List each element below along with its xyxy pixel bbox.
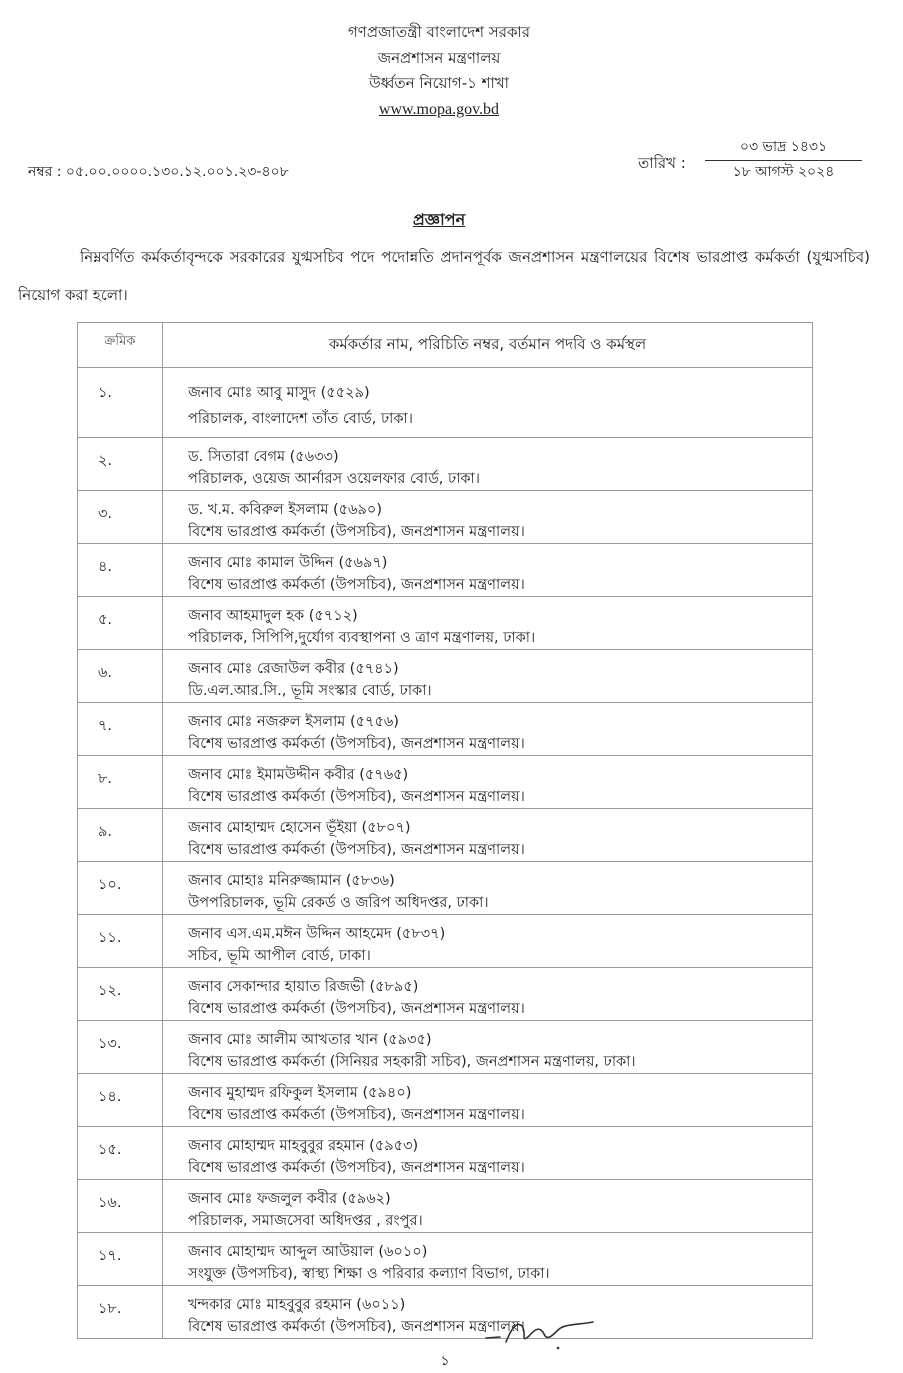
table-header-row bbox=[78, 323, 813, 368]
details-cell bbox=[163, 915, 813, 968]
officer-name: ড. সিতারা বেগম (৫৬৩৩) bbox=[188, 449, 339, 465]
details-cell bbox=[163, 438, 813, 491]
officer-name: জনাব সেকান্দার হায়াত রিজভী (৫৮৯৫) bbox=[188, 979, 419, 995]
officer-name: জনাব মোহাঃ মনিরুজ্জামান (৫৮৩৬) bbox=[188, 873, 395, 889]
serial-cell: ১৩. bbox=[78, 1021, 163, 1074]
serial-cell: ১৫. bbox=[78, 1127, 163, 1180]
officer-name: জনাব মোঃ আবু মাসুদ (৫৫২৯) bbox=[188, 385, 370, 401]
officer-designation: সচিব, ভূমি আপীল বোর্ড, ঢাকা। bbox=[188, 948, 371, 964]
table-row bbox=[78, 1127, 813, 1180]
details-cell bbox=[163, 650, 813, 703]
page-number: ১ bbox=[440, 1353, 450, 1369]
officer-name: জনাব মোঃ কামাল উদ্দিন (৫৬৯৭) bbox=[188, 555, 388, 571]
officer-designation: পরিচালক, ওয়েজ আর্নারস ওয়েলফার বোর্ড, ঢাকা। bbox=[188, 471, 480, 487]
details-cell bbox=[163, 1180, 813, 1233]
ministry-name: জনপ্রশাসন মন্ত্রণালয় bbox=[377, 48, 501, 67]
officer-designation: পরিচালক, বাংলাদেশ তাঁত বোর্ড, ঢাকা। bbox=[188, 411, 413, 427]
serial-cell: ১৬. bbox=[78, 1180, 163, 1233]
table-row bbox=[78, 968, 813, 1021]
details-cell bbox=[163, 809, 813, 862]
table-row bbox=[78, 597, 813, 650]
serial-cell: ১. bbox=[78, 368, 163, 438]
officer-designation: বিশেষ ভারপ্রাপ্ত কর্মকর্তা (সিনিয়র সহকারী সচিব), জনপ্রশাসন মন্ত্রণালয়, ঢাকা। bbox=[188, 1054, 636, 1070]
details-column-header: কর্মকর্তার নাম, পরিচিতি নম্বর, বর্তমান পদবি ও কর্মস্থল bbox=[163, 323, 813, 368]
officer-designation: পরিচালক, সমাজসেবা অধিদপ্তর , রংপুর। bbox=[188, 1213, 423, 1229]
table-row bbox=[78, 1180, 813, 1233]
officer-name: ড. খ.ম. কবিরুল ইসলাম (৫৬৯০) bbox=[188, 502, 382, 518]
details-cell bbox=[163, 703, 813, 756]
table-row bbox=[78, 650, 813, 703]
table-row bbox=[78, 368, 813, 438]
memo-number: নম্বর : ০৫.০০.০০০০.১৩০.১২.০০১.২৩-৪০৮ bbox=[28, 164, 289, 180]
signature bbox=[480, 1310, 600, 1352]
details-cell bbox=[163, 756, 813, 809]
serial-cell: ১২. bbox=[78, 968, 163, 1021]
table-row bbox=[78, 756, 813, 809]
officer-designation: বিশেষ ভারপ্রাপ্ত কর্মকর্তা (উপসচিব), জনপ্রশাসন মন্ত্রণালয়। bbox=[188, 842, 525, 858]
officer-name: জনাব মোঃ রেজাউল কবীর (৫৭৪১) bbox=[188, 661, 399, 677]
officer-designation: পরিচালক, সিপিপি,দুর্যোগ ব্যবস্থাপনা ও ত্রাণ মন্ত্রণালয়, ঢাকা। bbox=[188, 630, 536, 646]
officer-designation: উপপরিচালক, ভূমি রেকর্ড ও জরিপ অধিদপ্তর, ঢাকা। bbox=[188, 895, 489, 911]
details-cell bbox=[163, 862, 813, 915]
table-row bbox=[78, 915, 813, 968]
details-cell bbox=[163, 1021, 813, 1074]
date-gregorian: ১৮ আগস্ট ২০২৪ bbox=[732, 164, 835, 180]
officer-table bbox=[77, 322, 813, 1339]
date-bangla: ০৩ ভাদ্র ১৪৩১ bbox=[739, 139, 828, 155]
serial-cell: ৯. bbox=[78, 809, 163, 862]
details-cell bbox=[163, 544, 813, 597]
details-cell bbox=[163, 1074, 813, 1127]
officer-designation: সংযুক্ত (উপসচিব), স্বাস্থ্য শিক্ষা ও পরিবার কল্যাণ বিভাগ, ঢাকা। bbox=[188, 1266, 550, 1282]
officer-name: জনাব মোঃ আলীম আখতার খান (৫৯৩৫) bbox=[188, 1032, 432, 1048]
officer-designation: ডি.এল.আর.সি., ভূমি সংস্কার বোর্ড, ঢাকা। bbox=[188, 683, 432, 699]
table-row bbox=[78, 809, 813, 862]
table-row bbox=[78, 862, 813, 915]
officer-name: খন্দকার মোঃ মাহবুবুর রহমান (৬০১১) bbox=[188, 1297, 406, 1313]
details-cell bbox=[163, 1233, 813, 1286]
section-name: উর্ধ্বতন নিয়োগ-১ শাখা bbox=[368, 74, 510, 92]
table-row bbox=[78, 703, 813, 756]
notice-body: নিম্নবর্ণিত কর্মকর্তাবৃন্দকে সরকারের যুগ্মসচিব পদে পদোন্নতি প্রদানপূর্বক জনপ্রশাসন মন্ত্রণালয়ের বিশেষ ভারপ্রাপ্ত কর্মকর্তা (যুগ্মসচিব) নিয়োগ করা হলো। bbox=[18, 248, 870, 304]
officer-name: জনাব মোহাম্মদ আব্দুল আউয়াল (৬০১০) bbox=[188, 1244, 428, 1260]
letterhead bbox=[0, 20, 878, 122]
officer-name: জনাব মোহাম্মদ মাহবুবুর রহমান (৫৯৫৩) bbox=[188, 1138, 419, 1154]
date-label: তারিখ : bbox=[638, 154, 686, 172]
officer-name: জনাব মোহাম্মদ হোসেন ভূঁইয়া (৫৮০৭) bbox=[188, 820, 411, 836]
serial-cell: ৬. bbox=[78, 650, 163, 703]
officer-name: জনাব এস.এম.মঈন উদ্দিন আহমেদ (৫৮৩৭) bbox=[188, 926, 446, 942]
serial-cell: ১৭. bbox=[78, 1233, 163, 1286]
table-row bbox=[78, 1286, 813, 1339]
officer-name: জনাব মুহাম্মদ রফিকুল ইসলাম (৫৯৪০) bbox=[188, 1085, 412, 1101]
serial-cell: ৭. bbox=[78, 703, 163, 756]
serial-cell: ৪. bbox=[78, 544, 163, 597]
table-row bbox=[78, 438, 813, 491]
officer-name: জনাব মোঃ নজরুল ইসলাম (৫৭৫৬) bbox=[188, 714, 399, 730]
table-body bbox=[78, 368, 813, 1339]
officer-designation: বিশেষ ভারপ্রাপ্ত কর্মকর্তা (উপসচিব), জনপ্রশাসন মন্ত্রণালয়। bbox=[188, 524, 525, 540]
details-cell bbox=[163, 1127, 813, 1180]
serial-cell: ১০. bbox=[78, 862, 163, 915]
website-link[interactable]: www.mopa.gov.bd bbox=[378, 100, 500, 118]
serial-cell: ১৮. bbox=[78, 1286, 163, 1339]
details-cell bbox=[163, 491, 813, 544]
government-name: গণপ্রজাতন্ত্রী বাংলাদেশ সরকার bbox=[347, 23, 531, 41]
table-row bbox=[78, 1233, 813, 1286]
notice-title: প্রজ্ঞাপন bbox=[412, 210, 466, 229]
officer-designation: বিশেষ ভারপ্রাপ্ত কর্মকর্তা (উপসচিব), জনপ্রশাসন মন্ত্রণালয়। bbox=[188, 789, 525, 805]
serial-column-header: ক্রমিক bbox=[78, 323, 163, 368]
date-divider bbox=[705, 160, 862, 161]
officer-name: জনাব মোঃ ইমামউদ্দীন কবীর (৫৭৬৫) bbox=[188, 767, 409, 783]
serial-cell: ২. bbox=[78, 438, 163, 491]
officer-designation: বিশেষ ভারপ্রাপ্ত কর্মকর্তা (উপসচিব), জনপ্রশাসন মন্ত্রণালয়। bbox=[188, 1001, 525, 1017]
serial-cell: ১৪. bbox=[78, 1074, 163, 1127]
officer-designation: বিশেষ ভারপ্রাপ্ত কর্মকর্তা (উপসচিব), জনপ্রশাসন মন্ত্রণালয়। bbox=[188, 1107, 525, 1123]
officer-name: জনাব আহমাদুল হক (৫৭১২) bbox=[188, 608, 358, 624]
officer-name: জনাব মোঃ ফজলুল কবীর (৫৯৬২) bbox=[188, 1191, 391, 1207]
table-row bbox=[78, 491, 813, 544]
officer-designation: বিশেষ ভারপ্রাপ্ত কর্মকর্তা (উপসচিব), জনপ্রশাসন মন্ত্রণালয়। bbox=[188, 1160, 525, 1176]
table-row bbox=[78, 544, 813, 597]
serial-cell: ৮. bbox=[78, 756, 163, 809]
details-cell bbox=[163, 368, 813, 438]
details-cell bbox=[163, 597, 813, 650]
officer-designation: বিশেষ ভারপ্রাপ্ত কর্মকর্তা (উপসচিব), জনপ্রশাসন মন্ত্রণালয়। bbox=[188, 736, 525, 752]
details-cell bbox=[163, 968, 813, 1021]
serial-cell: ৫. bbox=[78, 597, 163, 650]
table-row bbox=[78, 1074, 813, 1127]
officer-designation: বিশেষ ভারপ্রাপ্ত কর্মকর্তা (উপসচিব), জনপ্রশাসন মন্ত্রণালয়। bbox=[188, 577, 525, 593]
officer-designation: বিশেষ ভারপ্রাপ্ত কর্মকর্তা (উপসচিব), জনপ্রশাসন মন্ত্রণালয়। bbox=[188, 1319, 525, 1335]
serial-cell: ১১. bbox=[78, 915, 163, 968]
serial-cell: ৩. bbox=[78, 491, 163, 544]
table-row bbox=[78, 1021, 813, 1074]
